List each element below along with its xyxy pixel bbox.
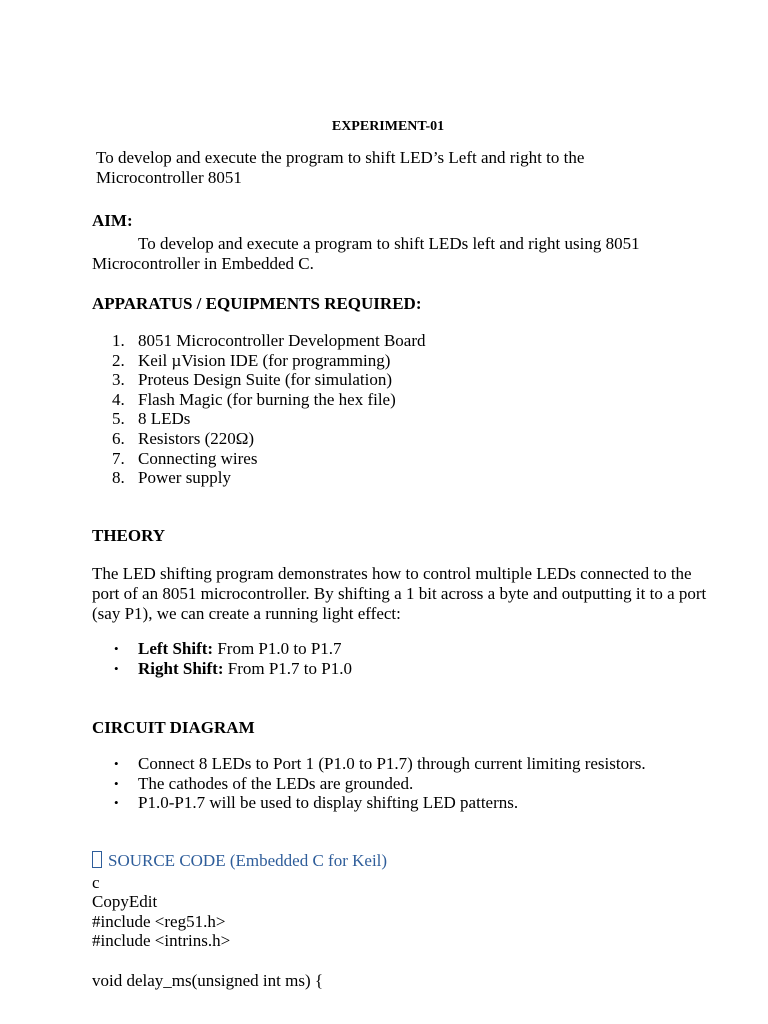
- list-item: 4. Flash Magic (for burning the hex file): [112, 389, 396, 409]
- list-item: • P1.0-P1.7 will be used to display shifting LED patterns.: [92, 793, 646, 813]
- intro-text: To develop and execute the program to shift LED’s Left and right to the Microcontroller 8051: [96, 148, 585, 187]
- list-item: 1. 8051 Microcontroller Development Board: [112, 331, 426, 350]
- circuit-bullets-container: [92, 754, 646, 813]
- apparatus-list-container: [92, 331, 426, 488]
- list-item: 5. 8 LEDs: [112, 409, 191, 429]
- list-item: 3. Proteus Design Suite (for simulation): [112, 370, 393, 390]
- aim-text: To develop and execute a program to shift LEDs left and right using 8051 Microcontroller in Embedded C.: [92, 234, 640, 273]
- apparatus-list: [92, 331, 426, 488]
- experiment-title: EXPERIMENT-01: [331, 119, 445, 134]
- missing-glyph-icon: [92, 851, 102, 868]
- theory-bullets-container: [92, 639, 352, 678]
- source-code-heading: SOURCE CODE (Embedded C for Keil): [92, 851, 387, 871]
- code-line: #include <intrins.h>: [92, 931, 231, 950]
- code-line: #include <reg51.h>: [92, 912, 226, 931]
- theory-bullets: [92, 639, 352, 678]
- circuit-bullets: [92, 754, 646, 813]
- circuit-heading: CIRCUIT DIAGRAM: [92, 718, 255, 737]
- code-line: void delay_ms(unsigned int ms) {: [92, 971, 324, 990]
- list-item: 8. Power supply: [112, 468, 232, 488]
- aim-paragraph: [92, 234, 722, 274]
- list-item: 7. Connecting wires: [112, 448, 258, 468]
- list-item: 6. Resistors (220Ω): [112, 428, 255, 448]
- list-item: • Right Shift: From P1.7 to P1.0: [92, 659, 352, 679]
- list-item: 2. Keil µVision IDE (for programming): [112, 350, 391, 370]
- aim-heading: AIM:: [92, 211, 133, 230]
- theory-heading: THEORY: [92, 526, 166, 545]
- theory-text: The LED shifting program demonstrates how to control multiple LEDs connected to the port of an 8051 microcontroller. By shifting a 1 bit across a byte and outputting it to a port (say P1), we can create a running light effect:: [92, 564, 707, 623]
- list-item: • Left Shift: From P1.0 to P1.7: [92, 639, 352, 659]
- list-item: • The cathodes of the LEDs are grounded.: [92, 774, 646, 794]
- list-item: • Connect 8 LEDs to Port 1 (P1.0 to P1.7) through current limiting resistors.: [92, 754, 646, 774]
- copy-edit-label: CopyEdit: [92, 892, 158, 911]
- code-language: c: [92, 873, 100, 892]
- apparatus-heading: APPARATUS / EQUIPMENTS REQUIRED:: [92, 294, 422, 313]
